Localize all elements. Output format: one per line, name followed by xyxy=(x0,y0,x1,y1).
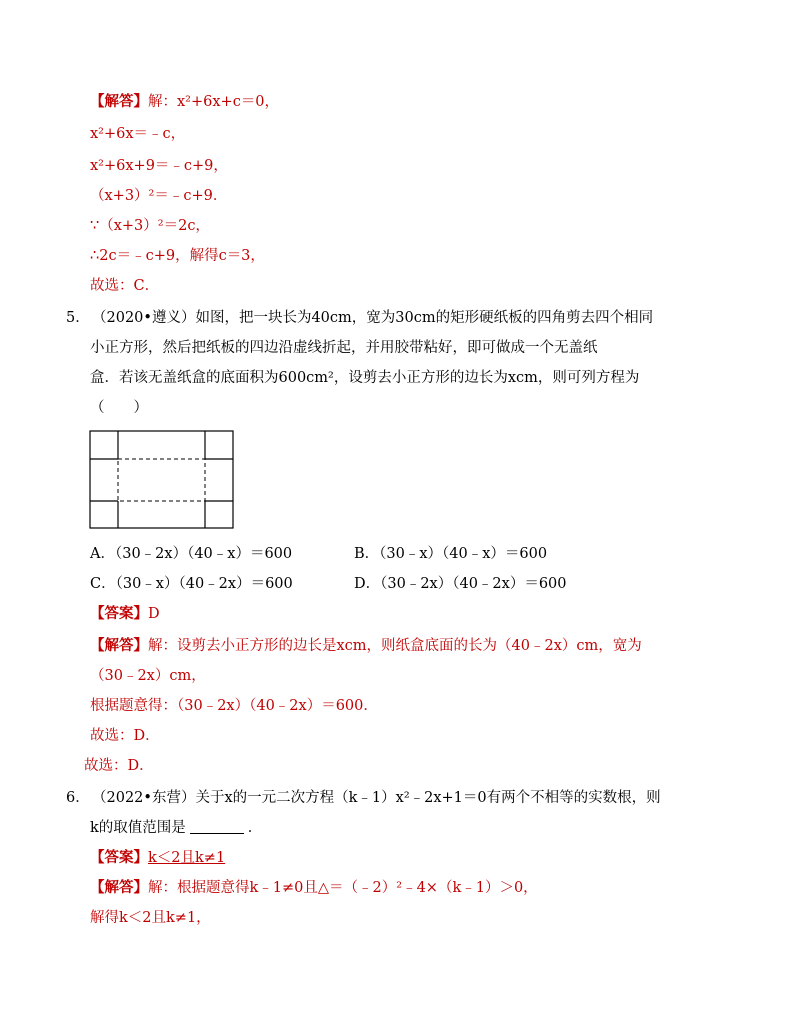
q5-stem-line-3: 盒．若该无盖纸盒的底面积为600cm²，设剪去小正方形的边长为xcm，则可列方程为 xyxy=(90,370,640,386)
q5-solution-line-5: 故选：D． xyxy=(84,758,154,774)
option-c: C．（30﹣x）（40﹣2x）＝600 xyxy=(90,576,293,592)
q4-solution-line-1: 【解答】解：x²+6x+c＝0， xyxy=(90,93,280,110)
q5-solution-line-4: 故选：D． xyxy=(90,728,160,744)
answer-value: k＜2且k≠1 xyxy=(148,850,226,866)
q6-stem-line-1: 6． （2022•东营）关于x的一元二次方程（k﹣1）x²﹣2x+1＝0有两个不相等的实数根，则 xyxy=(66,790,661,806)
solution-marker: 【解答】 xyxy=(90,879,148,896)
fill-in-blank xyxy=(190,819,244,834)
question-number: 6． xyxy=(66,790,90,806)
q5-solution-line-1: 【解答】解：设剪去小正方形的边长是xcm，则纸盒底面的长为（40﹣2x）cm，宽为 xyxy=(90,637,642,654)
solution-marker: 【解答】 xyxy=(90,93,148,110)
q5-answer-line xyxy=(90,604,160,624)
q6-solution-line-2: 解得k＜2且k≠1， xyxy=(90,910,211,926)
q5-solution-line-3: 根据题意得：（30﹣2x）（40﹣2x）＝600． xyxy=(90,698,378,714)
q4-solution-line-7: 故选：C． xyxy=(90,278,160,294)
answer-marker: 【答案】 xyxy=(90,605,148,622)
q5-solution-line-2: （30﹣2x）cm， xyxy=(90,668,206,684)
q4-solution-line-4: （x+3）²＝﹣c+9． xyxy=(90,188,228,204)
q5-answer-bracket: （ ） xyxy=(90,400,148,416)
q4-solution-line-2: x²+6x＝﹣c， xyxy=(90,126,186,142)
answer-value: D xyxy=(148,606,160,622)
q5-stem-line-1: 5． （2020•遵义）如图，把一块长为40cm，宽为30cm的矩形硬纸板的四角剪去四个相同 xyxy=(66,310,654,326)
solution-marker: 【解答】 xyxy=(90,637,148,654)
q6-stem-line-2: k的取值范围是 ． xyxy=(90,820,263,836)
option-d: D．（30﹣2x）（40﹣2x）＝600 xyxy=(354,576,567,592)
question-number: 5． xyxy=(66,310,90,326)
q4-solution-line-5: ∵（x+3）²＝2c， xyxy=(90,218,210,234)
answer-marker: 【答案】 xyxy=(90,849,148,866)
q4-solution-line-3: x²+6x+9＝﹣c+9， xyxy=(90,158,228,174)
option-a: A．（30﹣2x）（40﹣x）＝600 xyxy=(90,546,293,562)
option-b: B．（30﹣x）（40﹣x）＝600 xyxy=(354,546,548,562)
cardboard-figure xyxy=(89,430,235,530)
q6-solution-line-1: 【解答】解：根据题意得k﹣1≠0且△＝（﹣2）²﹣4×（k﹣1）＞0， xyxy=(90,879,538,896)
q5-stem-line-2: 小正方形，然后把纸板的四边沿虚线折起，并用胶带粘好，即可做成一个无盖纸 xyxy=(90,340,598,356)
q6-answer-line xyxy=(90,848,225,868)
q4-solution-line-6: ∴2c＝﹣c+9，解得c＝3， xyxy=(90,248,265,264)
